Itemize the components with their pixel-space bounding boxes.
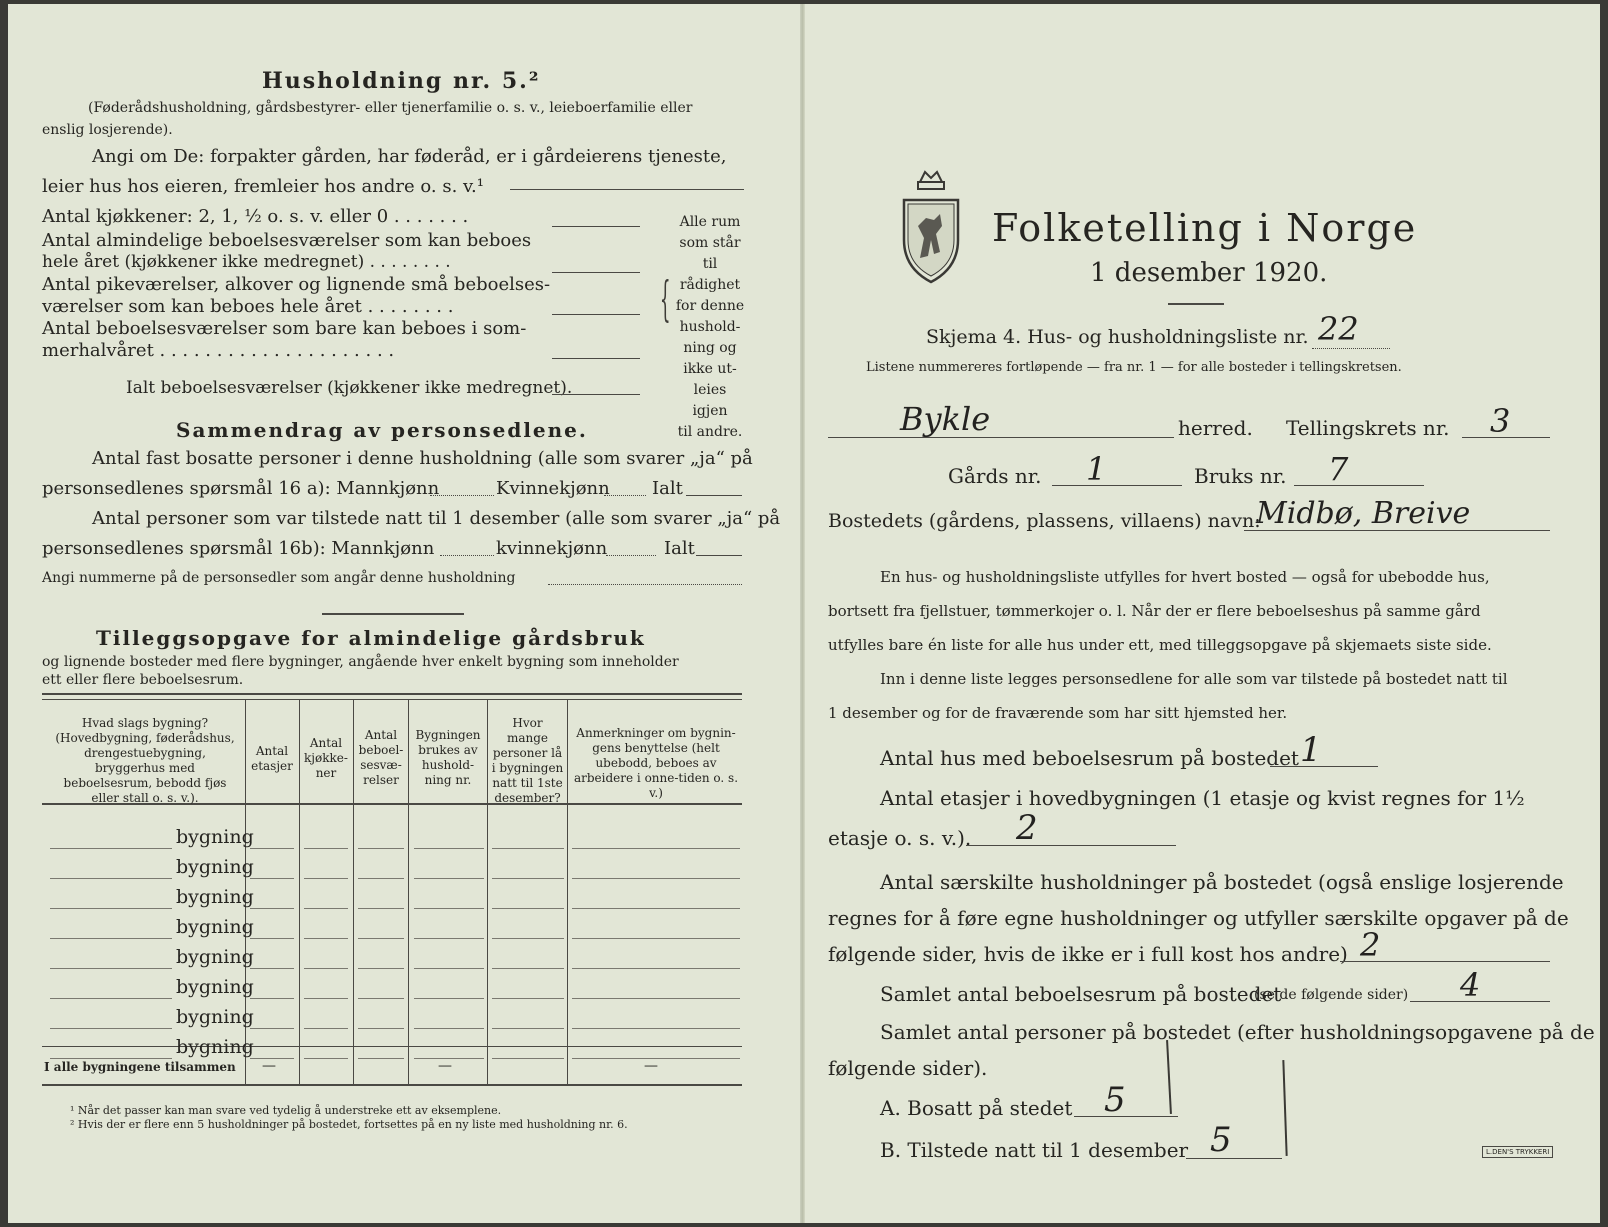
q3-line3: følgende sider, hvis de ikke er i full kost hos andre) <box>828 942 1348 966</box>
q2-field[interactable] <box>966 845 1176 846</box>
total-dash-floors: — <box>262 1058 276 1074</box>
building-cell-field[interactable] <box>572 1028 740 1029</box>
household-subtitle-1: (Føderådshusholdning, gårdsbestyrer- eller tjenerfamilie o. s. v., leieboerfamilie eller <box>88 100 693 116</box>
personsedler-numbers-field[interactable] <box>548 584 742 585</box>
building-cell-field[interactable] <box>304 1028 348 1029</box>
summary-p1-line2c: Ialt <box>652 478 683 499</box>
present-total-field[interactable] <box>696 555 742 556</box>
krets-label: Tellingskrets nr. <box>1286 416 1450 440</box>
total-row-label: I alle bygningene tilsammen <box>44 1060 236 1074</box>
building-row-label: bygning <box>176 1036 254 1058</box>
herred-value[interactable]: Bykle <box>900 400 991 438</box>
building-row-label: bygning <box>176 1006 254 1028</box>
page-fold <box>800 4 805 1223</box>
building-name-field[interactable] <box>50 1058 172 1059</box>
supplement-text-1: og lignende bosteder med flere bygninger, angående hver enkelt bygning som inneholder <box>42 654 679 670</box>
census-title: Folketelling i Norge <box>992 206 1418 250</box>
q1-label: Antal hus med beboelsesrum på bostedet <box>880 746 1299 770</box>
building-cell-field[interactable] <box>304 938 348 939</box>
side-note-text <box>674 212 746 443</box>
resident-male-field[interactable] <box>430 495 494 496</box>
building-cell-field[interactable] <box>414 878 484 879</box>
building-cell-field[interactable] <box>492 848 564 849</box>
building-cell-field[interactable] <box>358 848 404 849</box>
building-cell-field[interactable] <box>572 968 740 969</box>
building-name-field[interactable] <box>50 998 172 999</box>
title-divider <box>1168 303 1224 305</box>
col-header-building-type: Hvad slags bygning? (Hovedbygning, føderådshus, drengestuebygning, bryggerhus med beboelsesrum, bebodd fjøs eller stall o. s. v.). <box>55 716 235 805</box>
side-note-line: som står til <box>679 235 741 272</box>
building-cell-field[interactable] <box>492 908 564 909</box>
side-note-line: Alle rum <box>679 214 741 230</box>
q2-line2: etasje o. s. v.). <box>828 826 972 850</box>
resident-female-field[interactable] <box>604 495 646 496</box>
instruction-2-line1: Inn i denne liste legges personsedlene for alle som var tilstede på bostedet natt til <box>880 670 1508 688</box>
building-cell-field[interactable] <box>414 908 484 909</box>
col-divider <box>299 700 300 1085</box>
printer-stamp: L.DEN'S TRYKKERI <box>1482 1146 1553 1158</box>
building-cell-field[interactable] <box>492 968 564 969</box>
building-cell-field[interactable] <box>304 968 348 969</box>
rooms-ordinary-2: hele året (kjøkkener ikke medregnet) . . . . . . . . <box>42 252 451 272</box>
footnote-2: ² Hvis der er flere enn 5 husholdninger på bostedet, fortsettes på en ny liste med husholdning nr. 6. <box>70 1118 628 1131</box>
qb-field[interactable] <box>1186 1158 1282 1159</box>
qa-value[interactable]: 5 <box>1104 1080 1126 1120</box>
building-cell-field[interactable] <box>414 998 484 999</box>
schema-nr-field[interactable] <box>1312 348 1390 349</box>
herred-field[interactable] <box>828 437 1174 438</box>
bruks-label: Bruks nr. <box>1194 464 1287 488</box>
building-name-field[interactable] <box>50 908 172 909</box>
q4-small: (se de følgende sider) <box>1254 987 1409 1003</box>
instruction-1-line2: bortsett fra fjellstuer, tømmerkojer o. l. Når der er flere beboelseshus på samme gård <box>828 602 1481 620</box>
rooms-summer-2: merhalvåret . . . . . . . . . . . . . . . . . . . . . <box>42 340 395 361</box>
building-cell-field[interactable] <box>304 848 348 849</box>
col-divider <box>353 700 354 1085</box>
bruks-field[interactable] <box>1294 485 1424 486</box>
bosted-label: Bostedets (gårdens, plassens, villaens) navn: <box>828 510 1261 532</box>
building-row-label: bygning <box>176 946 254 968</box>
col-header-floors: Antal etasjer <box>251 744 293 773</box>
building-cell-field[interactable] <box>572 878 740 879</box>
building-cell-field[interactable] <box>358 878 404 879</box>
building-cell-field[interactable] <box>492 1028 564 1029</box>
building-cell-field[interactable] <box>358 938 404 939</box>
supplement-heading: Tilleggsopgave for almindelige gårdsbruk <box>96 626 646 650</box>
present-male-field[interactable] <box>440 555 494 556</box>
building-cell-field[interactable] <box>250 938 294 939</box>
qb-value[interactable]: 5 <box>1210 1120 1232 1160</box>
col-header-remarks: Anmerkninger om bygnin-gens benyttelse (helt ubebodd, beboes av arbeidere i onne-tiden o. s. v.) <box>573 726 739 800</box>
building-name-field[interactable] <box>50 848 172 849</box>
q3-value[interactable]: 2 <box>1360 926 1381 964</box>
q1-value[interactable]: 1 <box>1300 730 1322 770</box>
col-divider <box>487 700 488 1085</box>
building-row-label: bygning <box>176 856 254 878</box>
q3-line1: Antal særskilte husholdninger på bostedet (også enslige losjerende <box>880 870 1564 894</box>
building-name-field[interactable] <box>50 878 172 879</box>
side-note-line: for denne <box>675 298 745 314</box>
building-row-label: bygning <box>176 826 254 848</box>
building-cell-field[interactable] <box>492 938 564 939</box>
building-cell-field[interactable] <box>304 878 348 879</box>
gards-field[interactable] <box>1052 485 1182 486</box>
building-cell-field[interactable] <box>358 998 404 999</box>
rooms-summer-1: Antal beboelsesværelser som bare kan beboes i som- <box>42 318 527 339</box>
building-cell-field[interactable] <box>250 968 294 969</box>
col-header-rooms: Antal beboel-sesvæ-relser <box>358 728 404 787</box>
summary-p3: Angi nummerne på de personsedler som angår denne husholdning <box>42 570 516 586</box>
col-header-kitchens: Antal kjøkke-ner <box>304 736 348 780</box>
qa-label: A. Bosatt på stedet <box>880 1096 1073 1120</box>
q4-label: Samlet antal beboelsesrum på bostedet <box>880 982 1282 1006</box>
rooms-kitchens: Antal kjøkkener: 2, 1, ½ o. s. v. eller 0 . . . . . . . <box>42 206 469 227</box>
table-top-rule <box>42 693 742 695</box>
building-cell-field[interactable] <box>250 908 294 909</box>
instruction-2-line2: 1 desember og for de fraværende som har sitt hjemsted her. <box>828 704 1288 722</box>
q4-value[interactable]: 4 <box>1460 966 1481 1004</box>
building-cell-field[interactable] <box>414 968 484 969</box>
q3-field[interactable] <box>1340 961 1550 962</box>
rooms-small-2: værelser som kan beboes hele året . . . . . . . . <box>42 296 454 317</box>
summary-p1-line2b: Kvinnekjønn <box>496 478 610 499</box>
small-answer-line[interactable] <box>552 314 640 315</box>
side-note-line: ikke ut- <box>683 361 737 377</box>
building-cell-field[interactable] <box>414 848 484 849</box>
building-row-label: bygning <box>176 886 254 908</box>
summary-p1-line1: Antal fast bosatte personer i denne husholdning (alle som svarer „ja“ på <box>92 448 753 469</box>
angi-line-2: leier hus hos eieren, fremleier hos andre o. s. v.¹ <box>42 176 484 197</box>
building-cell-field[interactable] <box>572 848 740 849</box>
building-cell-field[interactable] <box>492 998 564 999</box>
numbering-note: Listene nummereres fortløpende — fra nr. 1 — for alle bosteder i tellingskretsen. <box>866 360 1402 375</box>
q4-field[interactable] <box>1410 1001 1550 1002</box>
instruction-1-line1: En hus- og husholdningsliste utfylles for hvert bosted — også for ubebodde hus, <box>880 568 1490 586</box>
qa-field[interactable] <box>1074 1116 1178 1117</box>
col-header-household-nr: Bygningen brukes av hushold-ning nr. <box>415 728 481 787</box>
building-cell-field[interactable] <box>572 908 740 909</box>
building-cell-field[interactable] <box>492 1058 564 1059</box>
summary-p1-line2a: personsedlenes spørsmål 16 a): Mannkjønn <box>42 478 440 499</box>
col-header-persons: Hvor mange personer lå i bygningen natt til 1ste desember? <box>491 716 564 805</box>
household-subtitle-2: enslig losjerende). <box>42 122 173 138</box>
building-cell-field[interactable] <box>250 848 294 849</box>
q5-line2: følgende sider). <box>828 1056 988 1080</box>
building-cell-field[interactable] <box>414 938 484 939</box>
q3-line2: regnes for å føre egne husholdninger og utfyller særskilte opgaver på de <box>828 906 1569 930</box>
q1-field[interactable] <box>1270 766 1378 767</box>
bruks-value[interactable]: 7 <box>1328 450 1349 488</box>
building-cell-field[interactable] <box>492 878 564 879</box>
section-divider <box>322 613 464 615</box>
building-cell-field[interactable] <box>414 1028 484 1029</box>
bosted-value[interactable]: Midbø, Breive <box>1256 496 1471 531</box>
gards-value[interactable]: 1 <box>1086 450 1107 488</box>
building-cell-field[interactable] <box>304 908 348 909</box>
census-date: 1 desember 1920. <box>1090 258 1328 288</box>
summary-p2-line2b: kvinnekjønn <box>496 538 608 559</box>
herred-label: herred. <box>1178 416 1253 440</box>
schema-nr-value[interactable]: 22 <box>1318 310 1359 348</box>
building-cell-field[interactable] <box>250 878 294 879</box>
building-cell-field[interactable] <box>358 1058 404 1059</box>
krets-value[interactable]: 3 <box>1490 402 1511 440</box>
side-note-line: hushold- <box>679 319 741 335</box>
building-cell-field[interactable] <box>572 938 740 939</box>
gards-label: Gårds nr. <box>948 464 1042 488</box>
krets-field[interactable] <box>1462 437 1550 438</box>
building-row-label: bygning <box>176 976 254 998</box>
summer-answer-line[interactable] <box>552 358 640 359</box>
col-divider <box>408 700 409 1085</box>
schema-label: Skjema 4. Hus- og husholdningsliste nr. <box>926 326 1309 348</box>
total-answer-line[interactable] <box>552 394 640 395</box>
kitchens-answer-line[interactable] <box>552 226 640 227</box>
footnote-1: ¹ Når det passer kan man svare ved tydelig å understreke ett av eksemplene. <box>70 1104 502 1117</box>
bosted-field[interactable] <box>1244 530 1550 531</box>
total-dash-household: — <box>438 1058 452 1074</box>
brace-icon: { <box>659 271 671 327</box>
summary-p2-line2c: Ialt <box>664 538 695 559</box>
side-note-line: leies igjen <box>692 382 728 419</box>
building-row-label: bygning <box>176 916 254 938</box>
present-female-field[interactable] <box>606 555 656 556</box>
rooms-small-1: Antal pikeværelser, alkover og lignende små beboelses- <box>42 274 551 295</box>
summary-p2-line2a: personsedlenes spørsmål 16b): Mannkjønn <box>42 538 435 559</box>
building-cell-field[interactable] <box>250 998 294 999</box>
ordinary-answer-line[interactable] <box>552 272 640 273</box>
building-cell-field[interactable] <box>358 1028 404 1029</box>
building-cell-field[interactable] <box>304 1058 348 1059</box>
table-bottom-rule <box>42 1084 742 1086</box>
building-cell-field[interactable] <box>304 998 348 999</box>
building-name-field[interactable] <box>50 1028 172 1029</box>
q2-line1: Antal etasjer i hovedbygningen (1 etasje og kvist regnes for 1½ <box>880 786 1525 810</box>
instruction-1-line3: utfylles bare én liste for alle hus under ett, med tilleggsopgave på skjemaets siste side. <box>828 636 1492 654</box>
building-cell-field[interactable] <box>358 968 404 969</box>
household-title: Husholdning nr. 5.² <box>262 68 541 94</box>
norwegian-coat-of-arms-icon <box>898 168 964 286</box>
side-note-line: ning og <box>683 340 737 356</box>
building-cell-field[interactable] <box>572 998 740 999</box>
table-top-rule-2 <box>42 699 742 700</box>
table-total-rule <box>42 1046 742 1047</box>
side-note-line: til andre. <box>677 424 743 440</box>
total-dash-remarks: — <box>644 1058 658 1074</box>
q5-line1: Samlet antal personer på bostedet (efter husholdningsopgavene på de <box>880 1020 1595 1044</box>
angi-answer-line[interactable] <box>510 189 744 190</box>
rooms-ordinary-1: Antal almindelige beboelsesværelser som kan beboes <box>42 230 532 251</box>
supplement-text-2: ett eller flere beboelsesrum. <box>42 672 244 688</box>
building-name-field[interactable] <box>50 938 172 939</box>
summary-heading: Sammendrag av personsedlene. <box>176 418 588 442</box>
qb-label: B. Tilstede natt til 1 desember <box>880 1138 1189 1162</box>
resident-total-field[interactable] <box>686 495 742 496</box>
angi-line-1: Angi om De: forpakter gården, har føderåd, er i gårdeierens tjeneste, <box>92 146 727 167</box>
summary-p2-line1: Antal personer som var tilstede natt til 1 desember (alle som svarer „ja“ på <box>92 508 781 529</box>
col-divider <box>567 700 568 1085</box>
building-cell-field[interactable] <box>358 908 404 909</box>
building-cell-field[interactable] <box>250 1028 294 1029</box>
q2-value[interactable]: 2 <box>1016 808 1038 848</box>
rooms-total: Ialt beboelsesværelser (kjøkkener ikke medregnet). <box>126 378 573 398</box>
side-note-line: rådighet <box>679 277 741 293</box>
building-name-field[interactable] <box>50 968 172 969</box>
